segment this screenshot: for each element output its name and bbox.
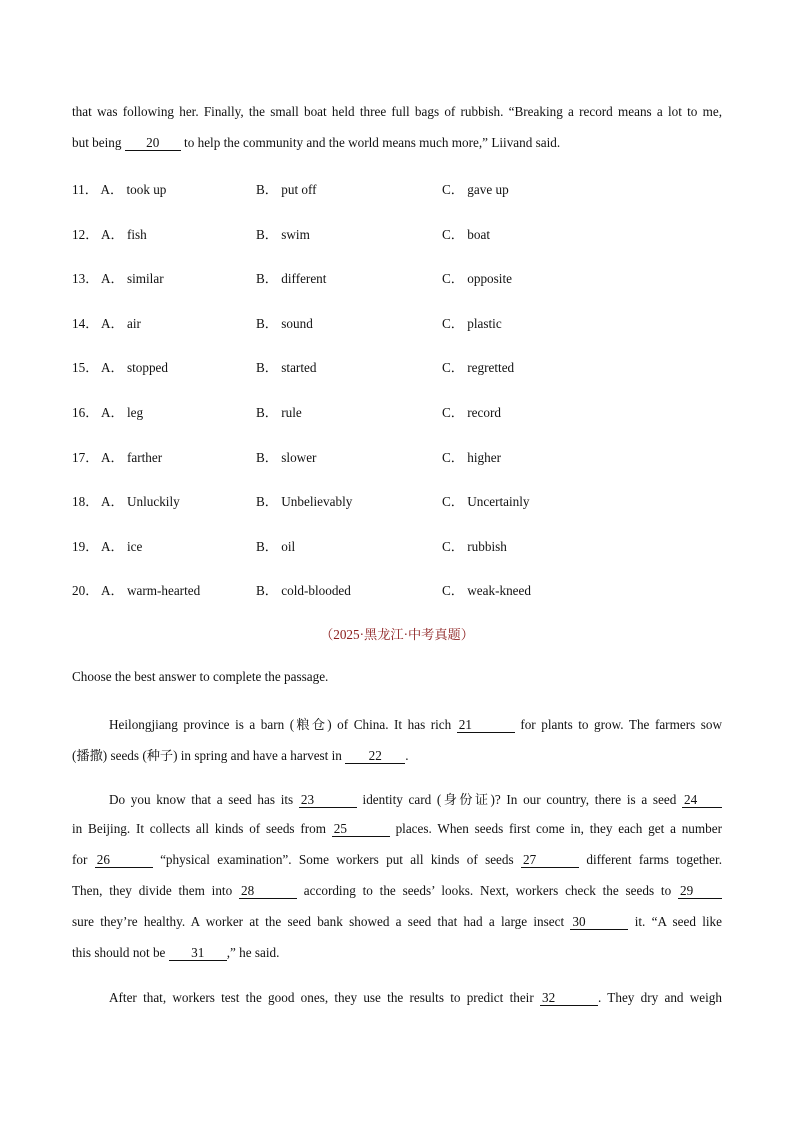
option-row-18: 18． A． Unluckily B． Unbelievably C． Uncertainly	[72, 494, 530, 509]
instruction-text: Choose the best answer to complete the passage.	[72, 669, 329, 684]
option-row-14: 14． A． air B． sound C． plastic	[72, 316, 502, 331]
blank-23: 23	[299, 793, 357, 808]
source-label: （2025·黑龙江·中考真题）	[320, 627, 474, 642]
option-row-17: 17． A． farther B． slower C． higher	[72, 450, 501, 465]
blank-31: 31	[169, 946, 227, 961]
option-row-12: 12． A． fish B． swim C． boat	[72, 227, 490, 242]
option-row-16: 16． A． leg B． rule C． record	[72, 405, 501, 420]
option-row-11: 11． A． took up B． put off C． gave up	[72, 182, 509, 197]
blank-22: 22	[345, 749, 405, 764]
paragraph-2-line-6: this should not be 31 ,” he said.	[72, 945, 280, 960]
passage-line-1: that was following her. Finally, the small boat held three full bags of rubbish. “Breaking a record means a lot to me,	[72, 104, 722, 119]
blank-24: 24	[682, 793, 722, 808]
paragraph-2-line-3: for 26 “physical examination”. Some workers put all kinds of seeds 27 different farms together.	[72, 852, 722, 867]
paragraph-2-line-1: Do you know that a seed has its 23 identity card (身份证)? In our country, there is a seed 24	[72, 789, 722, 808]
blank-29: 29	[678, 884, 722, 899]
blank-32: 32	[540, 991, 598, 1006]
paragraph-1-line-1: Heilongjiang province is a barn (粮仓) of China. It has rich 21 for plants to grow. The farmers sow	[109, 717, 722, 732]
option-row-20: 20． A． warm-hearted B． cold-blooded C． weak-kneed	[72, 583, 531, 598]
option-row-15: 15． A． stopped B． started C． regretted	[72, 360, 515, 375]
blank-21: 21	[457, 718, 515, 733]
option-row-13: 13． A． similar B． different C． opposite	[72, 271, 512, 286]
paragraph-2-line-2: in Beijing. It collects all kinds of seeds from 25 places. When seeds first come in, they each get a number	[72, 821, 722, 836]
paragraph-1-line-2: (播撒) seeds (种子) in spring and have a harvest in 22 .	[72, 748, 409, 763]
passage-line-2: but being 20 to help the community and the world means much more,” Liivand said.	[72, 135, 561, 150]
blank-27: 27	[521, 853, 579, 868]
option-row-19: 19． A． ice B． oil C． rubbish	[72, 539, 507, 554]
blank-20: 20	[125, 136, 181, 151]
paragraph-2-line-4: Then, they divide them into 28 according to the seeds’ looks. Next, workers check the seeds to 29	[72, 883, 722, 899]
paragraph-3-line-1: After that, workers test the good ones, they use the results to predict their 32 . They dry and weigh	[109, 990, 722, 1005]
blank-30: 30	[570, 915, 628, 930]
blank-28: 28	[239, 884, 297, 899]
blank-26: 26	[95, 853, 153, 868]
blank-25: 25	[332, 822, 390, 837]
paragraph-2-line-5: sure they’re healthy. A worker at the seed bank showed a seed that had a large insect 30 it. “A seed like	[72, 914, 722, 929]
